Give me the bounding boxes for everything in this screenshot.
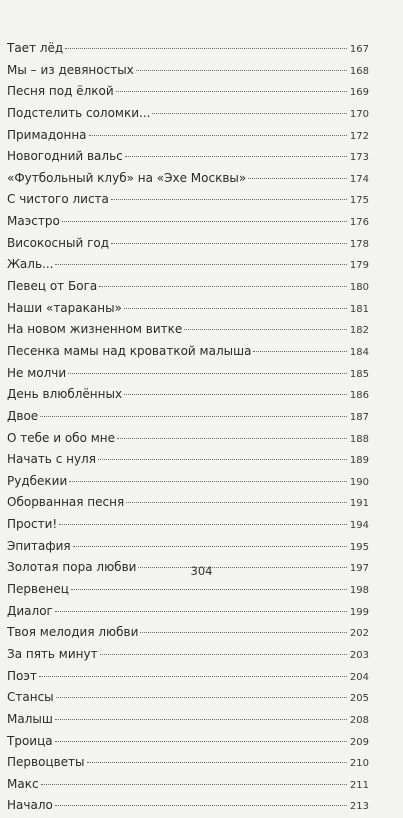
toc-entry: [7, 319, 369, 341]
toc-entry: [7, 795, 369, 817]
toc-entry-page: 175: [349, 195, 369, 207]
toc-entry: [7, 449, 369, 471]
toc-entry: [7, 103, 369, 125]
toc-entry-title: Малыш: [7, 711, 53, 726]
dot-leader: [41, 784, 347, 785]
dot-leader: [152, 113, 347, 114]
toc-entry-page: 187: [349, 411, 369, 423]
toc-entry-page: 179: [349, 260, 369, 272]
dot-leader: [111, 243, 347, 244]
dot-leader: [111, 199, 347, 200]
dot-leader: [136, 70, 347, 71]
toc-entry-page: 198: [349, 585, 369, 597]
toc-entry: [7, 666, 369, 688]
toc-entry-title: Не молчи: [7, 365, 67, 380]
toc-entry-page: 197: [349, 563, 369, 575]
dot-leader: [124, 394, 347, 395]
toc-entry-page: 190: [349, 476, 369, 488]
toc-entry-page: 181: [349, 303, 369, 315]
toc-entry-title: За пять минут: [7, 646, 98, 661]
toc-entry-page: 208: [349, 714, 369, 726]
toc-entry: [7, 731, 369, 753]
toc-entry-title: Твоя мелодия любви: [7, 625, 139, 640]
toc-entry-page: 184: [349, 346, 369, 358]
toc-entry-title: Золотая пора любви: [7, 560, 137, 575]
toc-entry-title: Диалог: [7, 603, 53, 618]
dot-leader: [253, 351, 347, 352]
toc-entry-page: 173: [349, 152, 369, 164]
toc-entry: [7, 709, 369, 731]
toc-entry-page: 191: [349, 498, 369, 510]
dot-leader: [99, 286, 347, 287]
toc-entry-page: 209: [349, 736, 369, 748]
toc-entry: [7, 406, 369, 428]
toc-entry-title: Троица: [7, 733, 53, 748]
toc-entry-page: 202: [349, 628, 369, 640]
toc-entry-title: Начать с нуля: [7, 452, 96, 467]
toc-entry-page: 170: [349, 108, 369, 120]
dot-leader: [65, 48, 347, 49]
toc-entry-title: Песня под ёлкой: [7, 84, 114, 99]
dot-leader: [59, 524, 347, 525]
toc-entry-title: Оборванная песня: [7, 495, 125, 510]
toc-entry-title: Примадонна: [7, 127, 87, 142]
toc-entry-title: Первенец: [7, 582, 69, 597]
toc-entry: [7, 125, 369, 147]
toc-entry-page: 169: [349, 87, 369, 99]
toc-entry-page: 182: [349, 325, 369, 337]
toc-entry-page: 213: [349, 801, 369, 813]
toc-entry-page: 176: [349, 217, 369, 229]
toc-entry: [7, 341, 369, 363]
toc-entry-page: 210: [349, 758, 369, 770]
dot-leader: [55, 264, 347, 265]
dot-leader: [125, 156, 347, 157]
toc-entry-page: 188: [349, 433, 369, 445]
toc-entry: [7, 774, 369, 796]
toc-entry-page: 203: [349, 649, 369, 661]
toc-entry-title: День влюблённых: [7, 387, 123, 402]
dot-leader: [55, 805, 347, 806]
toc-entry-page: 178: [349, 238, 369, 250]
toc-entry-title: «Футбольный клуб» на «Эхе Москвы»: [7, 170, 247, 185]
toc-entry: [7, 687, 369, 709]
toc-entry: [7, 211, 369, 233]
toc-entry-title: С чистого листа: [7, 192, 109, 207]
toc-entry-title: Стансы: [7, 690, 54, 705]
toc-entry-page: 195: [349, 541, 369, 553]
toc-entry: [7, 233, 369, 255]
toc-entry-title: Мы – из девяностых: [7, 62, 134, 77]
toc-entry-page: 174: [349, 173, 369, 185]
toc-entry-title: Наши «тараканы»: [7, 300, 122, 315]
toc-entry: [7, 514, 369, 536]
toc-entry: [7, 168, 369, 190]
toc-entry: [7, 254, 369, 276]
dot-leader: [39, 676, 347, 677]
toc-entry-page: 205: [349, 693, 369, 705]
toc-entry-title: Поэт: [7, 668, 37, 683]
dot-leader: [100, 654, 347, 655]
toc-entry-title: О тебе и обо мне: [7, 430, 116, 445]
toc-entry: [7, 60, 369, 82]
dot-leader: [117, 438, 347, 439]
dot-leader: [55, 611, 347, 612]
toc-entry: [7, 536, 369, 558]
toc-entry-title: Начало: [7, 798, 53, 813]
toc-entry-title: Певец от Бога: [7, 279, 98, 294]
toc-entry-title: Макс: [7, 776, 39, 791]
dot-leader: [248, 178, 347, 179]
toc-entry-title: Первоцветы: [7, 755, 85, 770]
dot-leader: [73, 546, 347, 547]
toc-entry-page: 189: [349, 455, 369, 467]
toc-entry-page: 204: [349, 671, 369, 683]
toc-entry: [7, 644, 369, 666]
toc-entry-title: Жаль...: [7, 257, 54, 272]
toc-entry: [7, 189, 369, 211]
toc-entry: [7, 363, 369, 385]
dot-leader: [98, 459, 347, 460]
toc-entry-title: Новогодний вальс: [7, 149, 123, 164]
dot-leader: [56, 697, 347, 698]
toc-entry: [7, 492, 369, 514]
dot-leader: [87, 762, 347, 763]
toc-entry: [7, 276, 369, 298]
toc-entry-title: Прости!: [7, 517, 58, 532]
toc-entry-page: 167: [349, 44, 369, 55]
toc-entry-title: Двое: [7, 408, 39, 423]
toc-entry-page: 211: [349, 779, 369, 791]
dot-leader: [140, 632, 347, 633]
table-of-contents: [7, 38, 369, 817]
dot-leader: [116, 91, 347, 92]
dot-leader: [55, 741, 347, 742]
toc-entry-title: Маэстро: [7, 214, 60, 229]
toc-entry: [7, 752, 369, 774]
toc-entry: [7, 471, 369, 493]
toc-entry-page: 172: [349, 130, 369, 142]
toc-entry-page: 168: [349, 65, 369, 77]
dot-leader: [89, 135, 347, 136]
toc-entry: [7, 601, 369, 623]
toc-entry-title: Тает лёд: [7, 41, 64, 55]
toc-entry-page: 185: [349, 368, 369, 380]
toc-entry-title: На новом жизненном витке: [7, 322, 183, 337]
toc-entry-page: 186: [349, 390, 369, 402]
dot-leader: [55, 719, 347, 720]
toc-entry: [7, 81, 369, 103]
dot-leader: [184, 329, 347, 330]
toc-entry-page: 180: [349, 282, 369, 294]
toc-entry-title: Эпитафия: [7, 538, 71, 553]
dot-leader: [69, 481, 347, 482]
dot-leader: [62, 221, 347, 222]
toc-entry: [7, 384, 369, 406]
toc-entry-title: Подстелить соломки...: [7, 105, 151, 120]
toc-entry-page: 199: [349, 606, 369, 618]
toc-entry-title: Песенка мамы над кроваткой малыша: [7, 343, 252, 358]
toc-entry: [7, 298, 369, 320]
dot-leader: [40, 416, 347, 417]
toc-entry: [7, 622, 369, 644]
page-number: 304: [190, 564, 213, 578]
toc-entry: [7, 146, 369, 168]
toc-entry: [7, 428, 369, 450]
dot-leader: [68, 373, 347, 374]
dot-leader: [124, 308, 347, 309]
toc-entry-title: Рудбекии: [7, 473, 68, 488]
toc-entry: [7, 38, 369, 60]
toc-entry-title: Високосный год: [7, 235, 110, 250]
dot-leader: [126, 502, 347, 503]
toc-entry-page: 194: [349, 520, 369, 532]
